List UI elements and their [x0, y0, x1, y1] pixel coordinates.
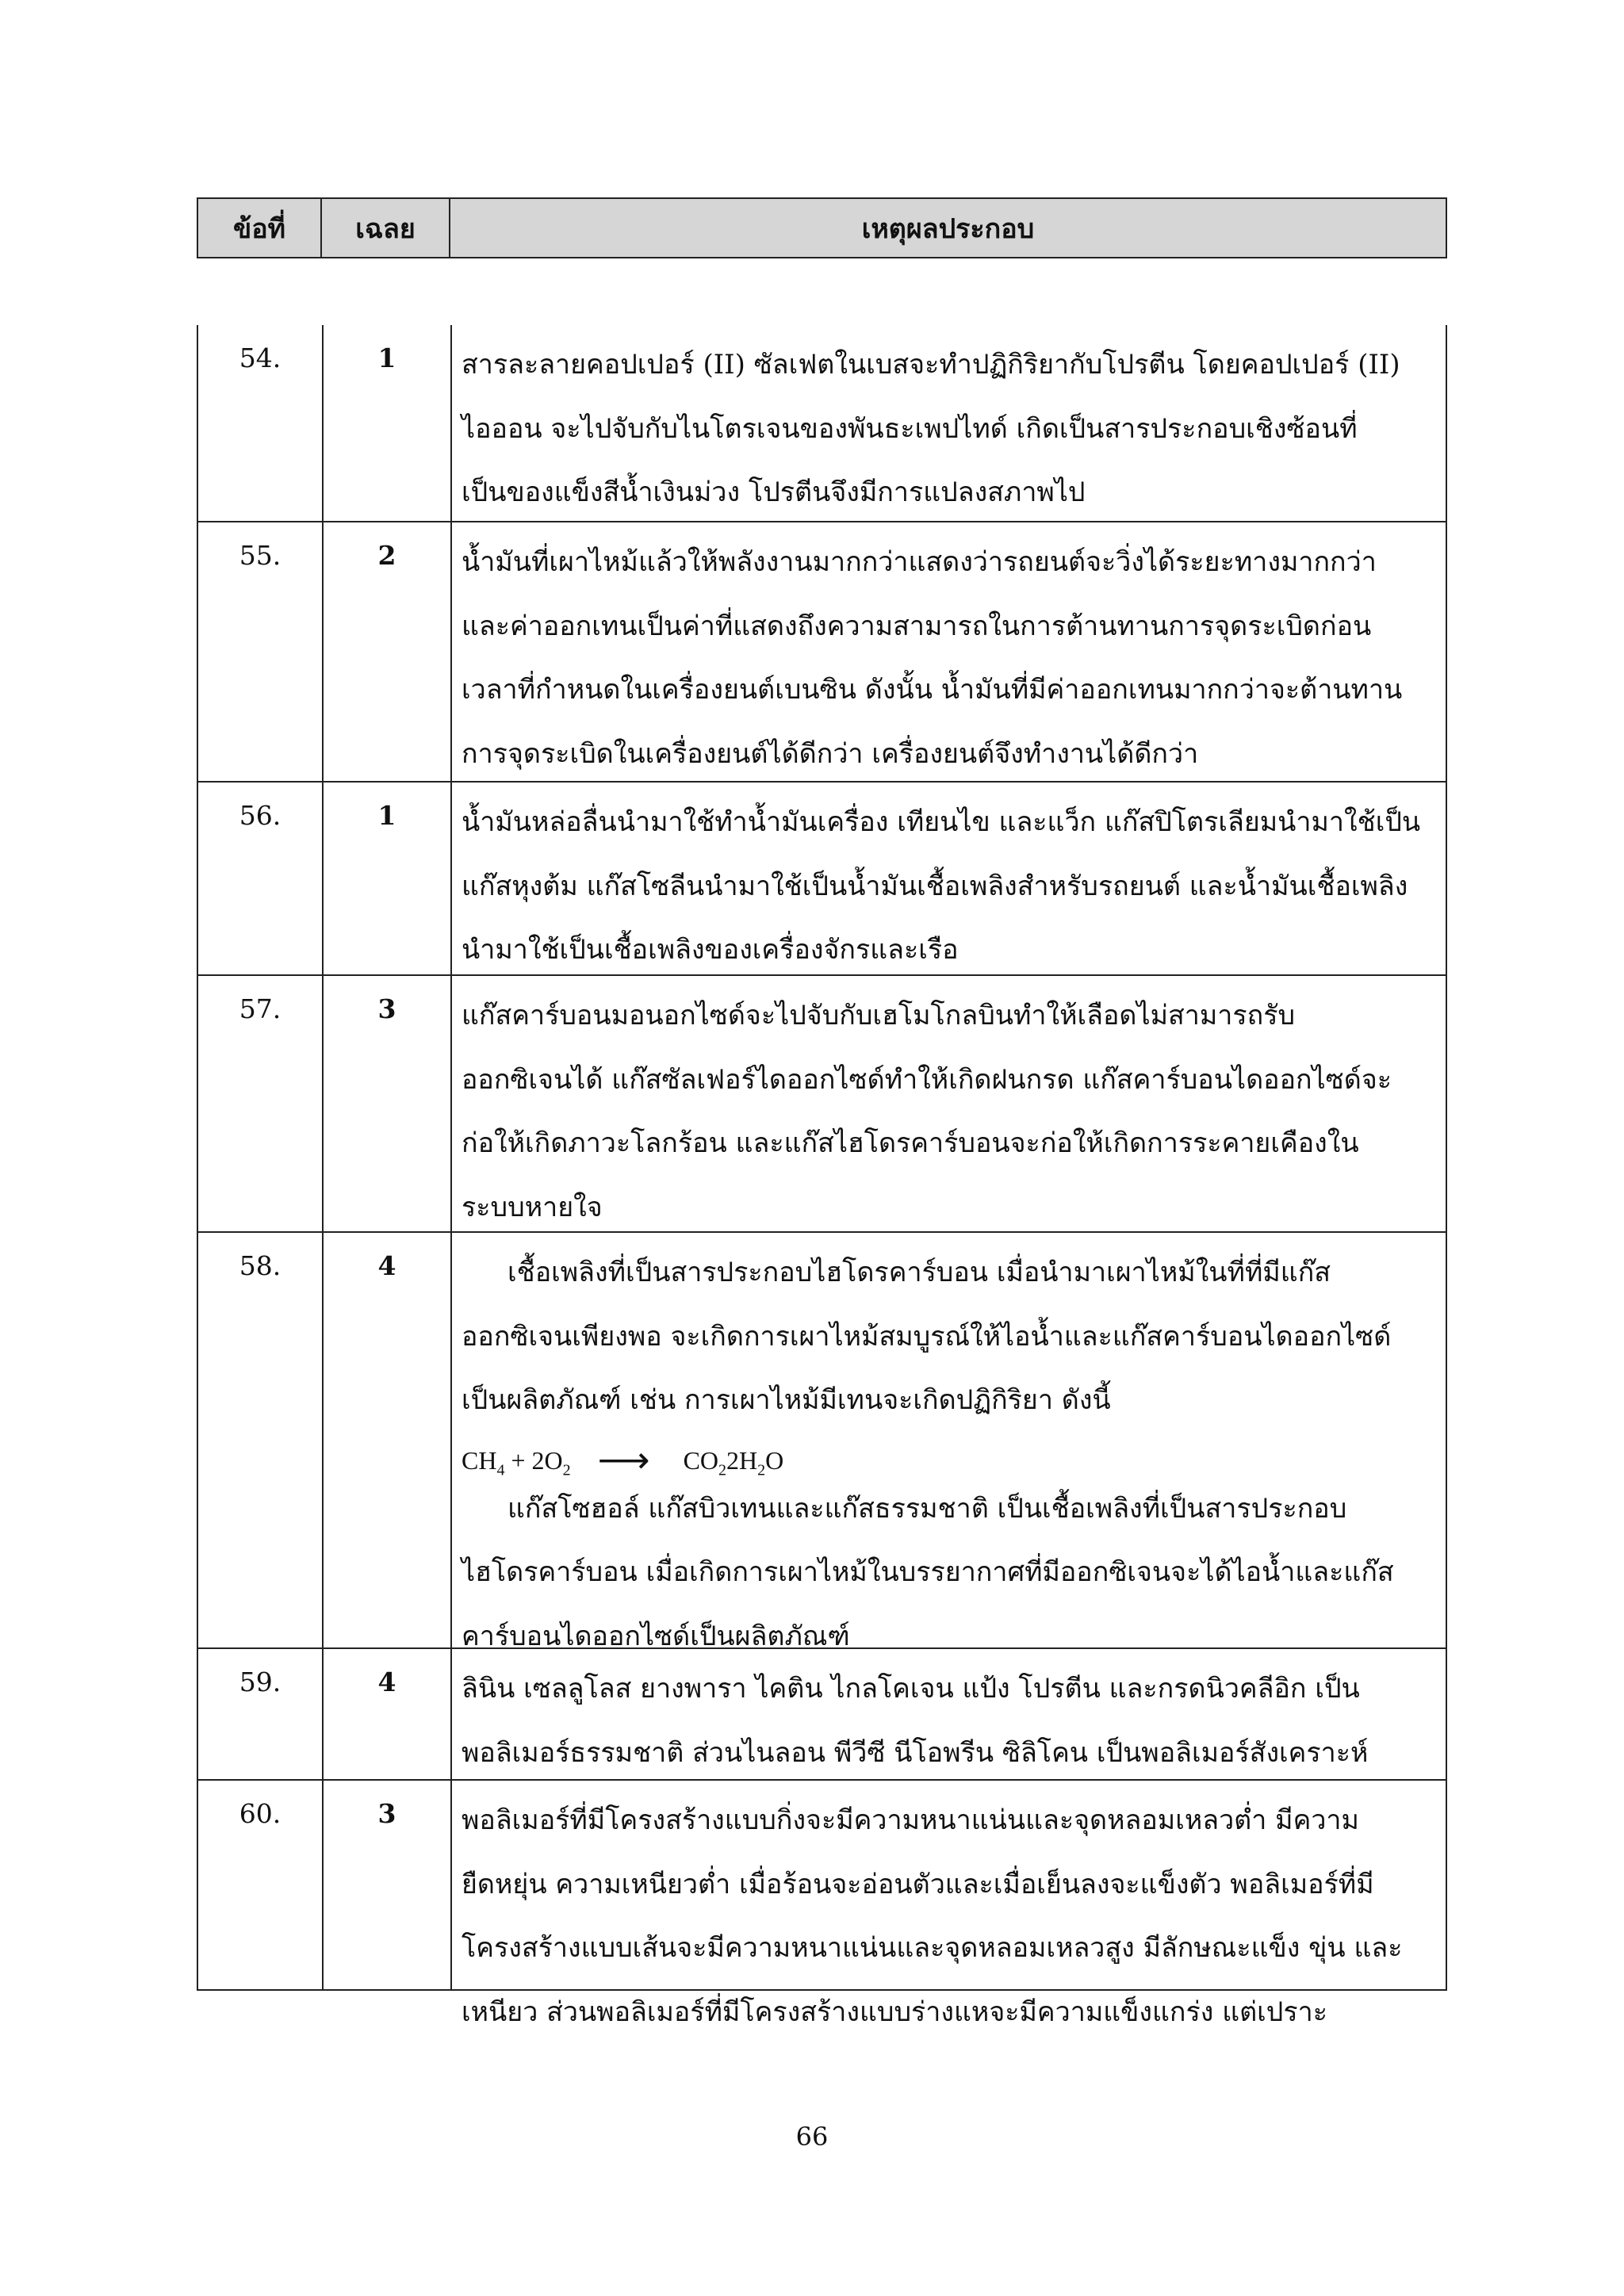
reason-line: เวลาที่กำหนดในเครื่องยนต์เบนซิน ดังนั้น น้ำมันที่มีค่าออกเทนมากกว่าจะต้านทาน [462, 674, 1403, 706]
table-row [198, 522, 1446, 783]
reason-line: และค่าออกเทนเป็นค่าที่แสดงถึงความสามารถในการต้านทานการจุดระเบิดก่อน [462, 610, 1372, 642]
table-row [198, 1649, 1446, 1781]
row-number: 57. [239, 993, 282, 1024]
row-answer: 4 [377, 1667, 396, 1697]
row-reason [462, 790, 1437, 982]
formula-term: + 2O [511, 1445, 563, 1475]
reason-line: พอลิเมอร์ธรรมชาติ ส่วนไนลอน พีวีซี นีโอพรีน ซิลิโคน เป็นพอลิเมอร์สังเคราะห์ [462, 1736, 1369, 1769]
reason-line: น้ำมันหล่อลื่นนำมาใช้ทำน้ำมันเครื่อง เทียนไข และแว็ก แก๊สปิโตรเลียมนำมาใช้เป็น [462, 806, 1421, 838]
table-row [198, 783, 1446, 976]
reason-line: เชื้อเพลิงที่เป็นสารประกอบไฮโดรคาร์บอน เมื่อนำมาเผาไหม้ในที่ที่มีแก๊ส [508, 1257, 1331, 1288]
table-row [198, 325, 1446, 522]
reason-line: พอลิเมอร์ที่มีโครงสร้างแบบกิ่งจะมีความหนาแน่นและจุดหลอมเหลวต่ำ มีความ [462, 1804, 1359, 1836]
table-row [198, 1781, 1446, 2028]
reason-line: ลินิน เซลลูโลส ยางพารา ไคติน ไกลโคเจน แป้ง โปรตีน และกรดนิวคลีอิก เป็น [462, 1673, 1360, 1705]
page-number: 66 [795, 2122, 829, 2152]
reason-line: เป็นของแข็งสีน้ำเงินม่วง โปรตีนจึงมีการแปลงสภาพไป [462, 476, 1086, 508]
reason-line: เป็นผลิตภัณฑ์ เช่น การเผาไหม้มีเทนจะเกิดปฏิกิริยา ดังนี้ [462, 1384, 1111, 1416]
answer-table [197, 325, 1447, 2028]
reason-line: ไอออน จะไปจับกับไนโตรเจนของพันธะเพปไทด์ เกิดเป็นสารประกอบเชิงซ้อนที่ [462, 412, 1358, 445]
row-answer: 1 [377, 800, 396, 831]
row-number: 60. [239, 1798, 282, 1829]
table-row [198, 976, 1446, 1233]
table-header [197, 197, 1447, 258]
header-reason: เหตุผลประกอบ [861, 212, 1035, 245]
formula-subscript: 2 [562, 1460, 571, 1479]
formula-term: CO [683, 1445, 719, 1475]
row-answer: 3 [377, 993, 396, 1024]
row-reason [462, 1241, 1437, 1668]
reason-line: ยืดหยุ่น ความเหนียวต่ำ เมื่อร้อนจะอ่อนตัวและเมื่อเย็นลงจะแข็งตัว พอลิเมอร์ที่มี [462, 1868, 1374, 1900]
header-answer: เฉลย [322, 199, 450, 257]
reason-line: คาร์บอนไดออกไซด์เป็นผลิตภัณฑ์ [462, 1620, 850, 1652]
row-answer: 3 [377, 1798, 396, 1829]
row-reason [462, 1789, 1437, 2044]
reason-line: ออกซิเจนได้ แก๊สซัลเฟอร์ไดออกไซด์ทำให้เกิดฝนกรด แก๊สคาร์บอนไดออกไซด์จะ [462, 1063, 1392, 1096]
reaction-arrow-icon: ⟶ [597, 1439, 650, 1480]
reason-line: นำมาใช้เป็นเชื้อเพลิงของเครื่องจักรและเรือ [462, 934, 959, 966]
formula-subscript: 2 [757, 1460, 766, 1479]
reason-line: ระบบหายใจ [462, 1191, 603, 1223]
formula-subscript: 4 [496, 1460, 505, 1479]
reason-line: โครงสร้างแบบเส้นจะมีความหนาแน่นและจุดหลอมเหลวสูง มีลักษณะแข็ง ขุ่น และ [462, 1932, 1403, 1964]
reason-line: น้ำมันที่เผาไหม้แล้วให้พลังงานมากกว่าแสดงว่ารถยนต์จะวิ่งได้ระยะทางมากกว่า [462, 546, 1377, 578]
reason-line: เหนียว ส่วนพอลิเมอร์ที่มีโครงสร้างแบบร่างแหจะมีความแข็งแกร่ง แต่เปราะ [462, 1996, 1328, 2028]
row-reason [462, 1657, 1437, 1785]
reason-line: สารละลายคอปเปอร์ (II) ซัลเฟตในเบสจะทำปฏิกิริยากับโปรตีน โดยคอปเปอร์ (II) [462, 349, 1400, 381]
row-number: 54. [239, 342, 282, 373]
row-answer: 1 [377, 342, 396, 373]
formula-term: O [765, 1445, 784, 1475]
row-answer: 4 [377, 1250, 396, 1281]
row-number: 55. [239, 540, 282, 571]
reason-line: การจุดระเบิดในเครื่องยนต์ได้ดีกว่า เครื่องยนต์จึงทำงานได้ดีกว่า [462, 737, 1199, 770]
table-row [198, 1233, 1446, 1652]
row-number: 56. [239, 800, 282, 831]
row-number: 59. [239, 1667, 282, 1697]
row-answer: 2 [377, 540, 396, 571]
row-reason [462, 333, 1437, 525]
reason-line: แก๊สโซฮอล์ แก๊สบิวเทนและแก๊สธรรมชาติ เป็นเชื้อเพลิงที่เป็นสารประกอบ [508, 1492, 1347, 1525]
row-number: 58. [239, 1250, 282, 1281]
formula-subscript: 2 [718, 1460, 727, 1479]
reason-line: แก๊สหุงต้ม แก๊สโซลีนนำมาใช้เป็นน้ำมันเชื้อเพลิงสำหรับรถยนต์ และน้ำมันเชื้อเพลิง [462, 870, 1408, 902]
reason-line: ไฮโดรคาร์บอน เมื่อเกิดการเผาไหม้ในบรรยากาศที่มีออกซิเจนจะได้ไอน้ำและแก๊ส [462, 1556, 1394, 1588]
reason-line: ก่อให้เกิดภาวะโลกร้อน และแก๊สไฮโดรคาร์บอนจะก่อให้เกิดการระคายเคืองใน [462, 1127, 1359, 1159]
chemical-equation [462, 1439, 1437, 1482]
formula-term: 2H [726, 1445, 758, 1475]
formula-term: CH [462, 1445, 497, 1475]
row-reason [462, 530, 1437, 786]
row-reason [462, 984, 1437, 1239]
reason-line: แก๊สคาร์บอนมอนอกไซด์จะไปจับกับเฮโมโกลบินทำให้เลือดไม่สามารถรับ [462, 1000, 1296, 1031]
header-number: ข้อที่ [198, 199, 322, 257]
reason-line: ออกซิเจนเพียงพอ จะเกิดการเผาไหม้สมบูรณ์ให้ไอน้ำและแก๊สคาร์บอนไดออกไซด์ [462, 1320, 1392, 1353]
